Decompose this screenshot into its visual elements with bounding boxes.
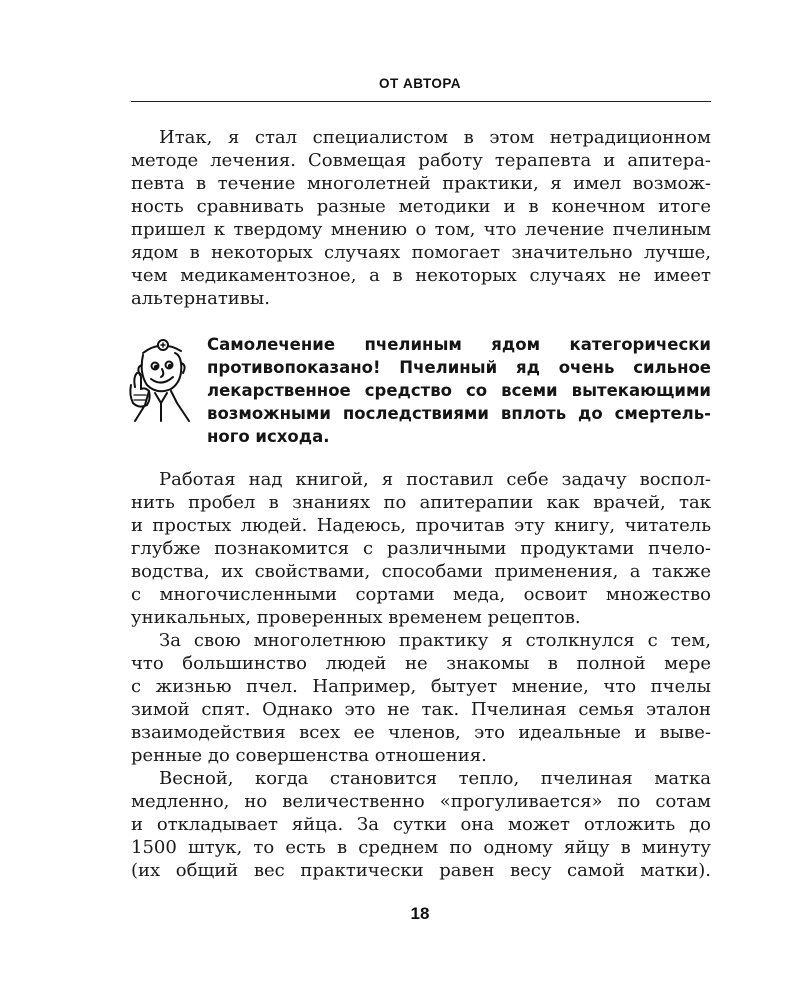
text-line: и простых людей. Надеюсь, прочитав эту книгу, читатель: [131, 515, 711, 536]
text-line: нить пробел в знаниях по апитерапии как врачей, так: [131, 492, 711, 513]
text-line: 1500 штук, то есть в среднем по одному яйцу в минуту: [131, 837, 711, 858]
text-line: что большинство людей не знакомы в полной мере: [131, 653, 711, 674]
text-line: пришел к твердому мнению о том, что лечение пчелиным: [131, 219, 711, 240]
text-line: Итак, я стал специалистом в этом нетрадиционном: [159, 127, 711, 148]
text-line: методе лечения. Совмещая работу терапевта и апитера-: [131, 150, 711, 171]
running-header: ОТ АВТОРА: [379, 76, 461, 91]
text-line: чем медикаментозное, а в некоторых случаях не имеет: [131, 265, 711, 286]
warning-line: Самолечение пчелиным ядом категорически: [207, 335, 711, 354]
text-line: ядом в некоторых случаях помогает значительно лучше,: [131, 242, 711, 263]
warning-callout: [207, 333, 711, 448]
text-line: Весной, когда становится тепло, пчелиная матка: [159, 768, 711, 789]
paragraph-intro: [131, 126, 711, 310]
text-line: глубже познакомится с различными продуктами пчело-: [131, 538, 711, 559]
text-line: медленно, но величественно «прогуливается» по сотам: [131, 791, 711, 812]
text-line: (их общий вес практически равен весу самой матки).: [131, 860, 711, 881]
text-line: певта в течение многолетней практики, я имел возмож-: [131, 173, 711, 194]
text-line: ность сравнивать разные методики и в конечном итоге: [131, 196, 711, 217]
text-line: взаимодействия всех ее членов, это идеальные и выве-: [131, 722, 711, 743]
warning-line: противопоказано! Пчелиный яд очень сильное: [207, 358, 711, 377]
header-rule: [131, 101, 711, 102]
text-line: водства, их свойствами, способами применения, а также: [131, 561, 711, 582]
text-line: альтернативы.: [131, 288, 270, 309]
page-number: 18: [410, 904, 430, 923]
paragraph-main: [131, 468, 711, 882]
doctor-thumbs-up-icon: [125, 333, 197, 423]
warning-line: лекарственное средство со всеми вытекающими: [207, 381, 711, 400]
text-line: с жизнью пчел. Например, бытует мнение, что пчелы: [131, 676, 711, 697]
text-line: зимой спят. Однако это не так. Пчелиная семья эталон: [131, 699, 711, 720]
text-line: Работая над книгой, я поставил себе задачу воспол-: [159, 469, 711, 490]
text-line: с многочисленными сортами меда, освоит множество: [131, 584, 711, 605]
warning-line: ного исхода.: [207, 427, 330, 446]
text-line: уникальных, проверенных временем рецептов.: [131, 607, 581, 628]
warning-line: возможными последствиями вплоть до смертель-: [207, 404, 711, 423]
text-line: За свою многолетнюю практику я столкнулся с тем,: [159, 630, 711, 651]
text-line: и откладывает яйца. За сутки она может отложить до: [131, 814, 711, 835]
text-line: ренные до совершенства отношения.: [131, 745, 487, 766]
